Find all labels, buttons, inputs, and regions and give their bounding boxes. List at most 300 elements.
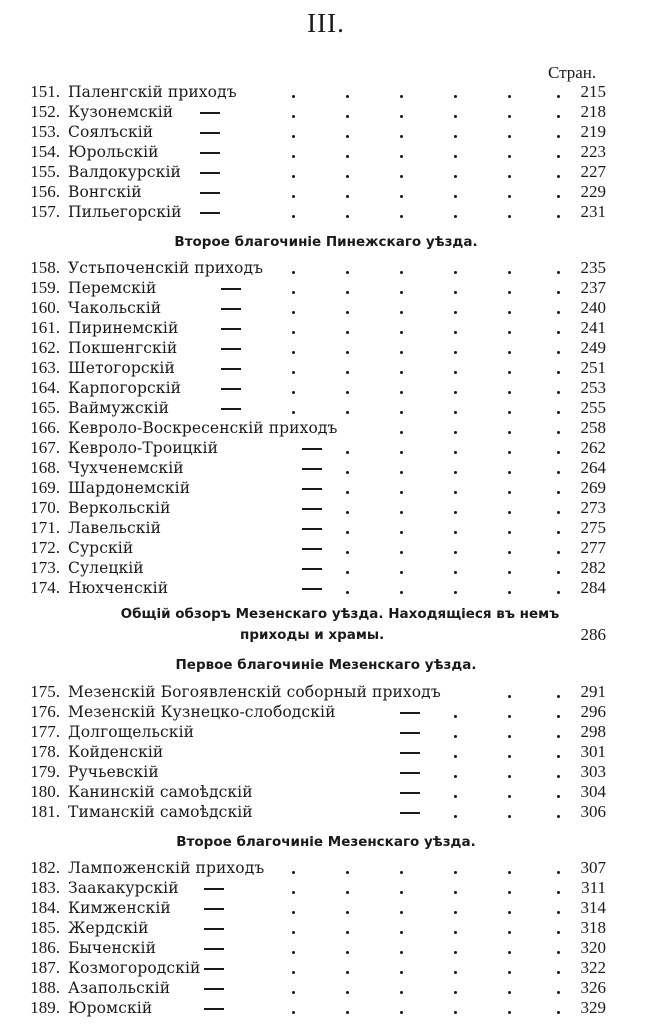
leader-dot (400, 175, 403, 178)
entry-number: 177. (30, 722, 60, 741)
toc-entry (0, 122, 652, 142)
entry-number: 170. (30, 498, 60, 517)
leader-dot (508, 695, 511, 698)
leader-dot (346, 115, 349, 118)
toc-entry (0, 82, 652, 102)
page-ref: 223 (580, 142, 606, 161)
page-ref: 284 (580, 578, 606, 597)
leader-dot (346, 551, 349, 554)
toc-entry (0, 358, 652, 378)
parish-name: Кевроло-Троицкій (68, 439, 219, 457)
entry-number: 166. (30, 418, 60, 437)
leader-dot (400, 155, 403, 158)
entry-number: 184. (30, 898, 60, 917)
leader-dot (508, 95, 511, 98)
page-ref: 320 (580, 938, 606, 957)
section-heading: Второе благочиніе Мезенскаго уѣзда. (176, 834, 476, 850)
leader-dot (292, 931, 295, 934)
leader-dot (400, 871, 403, 874)
entry-number: 169. (30, 478, 60, 497)
leader-dot (508, 271, 511, 274)
toc-entry (0, 162, 652, 182)
leader-dot (400, 571, 403, 574)
leader-dot (508, 135, 511, 138)
entry-number: 167. (30, 438, 60, 457)
leader-dot (292, 871, 295, 874)
section-heading-continued: приходы и храмы. (240, 627, 385, 643)
toc-entry (0, 318, 652, 338)
ditto-dash (204, 908, 224, 910)
leader-dot (454, 871, 457, 874)
leader-dot (454, 135, 457, 138)
entry-number: 187. (30, 958, 60, 977)
leader-dot (400, 511, 403, 514)
parish-name: Покшенгскій (68, 339, 178, 357)
leader-dot (508, 531, 511, 534)
leader-dot (292, 991, 295, 994)
entry-number: 151. (30, 82, 60, 101)
ditto-dash (221, 328, 241, 330)
leader-dot (346, 331, 349, 334)
ditto-dash (221, 368, 241, 370)
entry-number: 178. (30, 742, 60, 761)
toc-entry (0, 538, 652, 558)
entry-number: 189. (30, 998, 60, 1017)
toc-entry (0, 978, 652, 998)
ditto-dash (400, 812, 420, 814)
leader-dot (508, 215, 511, 218)
parish-name: Вонгскій (68, 183, 142, 201)
page-ref: 241 (580, 318, 606, 337)
page-ref: 291 (580, 682, 606, 701)
entry-number: 159. (30, 278, 60, 297)
ditto-dash (204, 1008, 224, 1010)
ditto-dash (221, 408, 241, 410)
entry-number: 164. (30, 378, 60, 397)
leader-dot (454, 431, 457, 434)
leader-dot (454, 451, 457, 454)
toc-entry (0, 142, 652, 162)
parish-name: Соялъскій (68, 123, 154, 141)
leader-dot (292, 971, 295, 974)
parish-name: Ваймужскій (68, 399, 170, 417)
leader-dot (508, 871, 511, 874)
leader-dot (400, 291, 403, 294)
toc-entry (0, 478, 652, 498)
leader-dot (292, 175, 295, 178)
entry-number: 175. (30, 682, 60, 701)
entry-number: 154. (30, 142, 60, 161)
leader-dot (454, 911, 457, 914)
leader-dot (400, 271, 403, 274)
leader-dot (292, 311, 295, 314)
ditto-dash (302, 468, 322, 470)
parish-name: Жердскій (68, 919, 149, 937)
page-ref: 275 (580, 518, 606, 537)
leader-dot (400, 531, 403, 534)
toc-entry (0, 418, 652, 438)
leader-dot (346, 931, 349, 934)
leader-dot (400, 331, 403, 334)
leader-dot (346, 951, 349, 954)
parish-name: Сулецкій (68, 559, 144, 577)
ditto-dash (221, 288, 241, 290)
leader-dot (346, 135, 349, 138)
ditto-dash (302, 528, 322, 530)
leader-dot (292, 95, 295, 98)
leader-dot (508, 471, 511, 474)
ditto-dash (400, 792, 420, 794)
leader-dot (454, 931, 457, 934)
toc-entry (0, 182, 652, 202)
entry-number: 183. (30, 878, 60, 897)
leader-dot (400, 971, 403, 974)
toc-entry (0, 938, 652, 958)
page-ref: 237 (580, 278, 606, 297)
page-ref: 229 (580, 182, 606, 201)
toc-entry (0, 878, 652, 898)
page-ref: 306 (580, 802, 606, 821)
leader-dot (508, 491, 511, 494)
leader-dot (346, 311, 349, 314)
leader-dot (508, 591, 511, 594)
entry-number: 163. (30, 358, 60, 377)
parish-name: Канинскій самоѣдскій (68, 783, 253, 801)
leader-dot (454, 715, 457, 718)
ditto-dash (400, 752, 420, 754)
toc-entry (0, 458, 652, 478)
leader-dot (454, 271, 457, 274)
leader-dot (454, 471, 457, 474)
page-ref: 322 (580, 958, 606, 977)
leader-dot (508, 431, 511, 434)
leader-dot (454, 815, 457, 818)
ditto-dash (400, 712, 420, 714)
leader-dot (400, 371, 403, 374)
parish-name: Ручьевскій (68, 763, 159, 781)
leader-dot (508, 411, 511, 414)
leader-dot (346, 591, 349, 594)
entry-number: 186. (30, 938, 60, 957)
leader-dot (346, 911, 349, 914)
leader-dot (346, 531, 349, 534)
leader-dot (292, 195, 295, 198)
leader-dot (454, 175, 457, 178)
leader-dot (454, 755, 457, 758)
leader-dot (454, 571, 457, 574)
toc-entry (0, 898, 652, 918)
leader-dot (400, 431, 403, 434)
leader-dot (508, 951, 511, 954)
page-ref: 264 (580, 458, 606, 477)
leader-dot (346, 571, 349, 574)
leader-dot (508, 371, 511, 374)
leader-dot (454, 531, 457, 534)
parish-name: Лампоженскій приходъ (68, 859, 265, 877)
toc-entry (0, 762, 652, 782)
entry-number: 165. (30, 398, 60, 417)
entry-number: 185. (30, 918, 60, 937)
toc-entry (0, 338, 652, 358)
leader-dot (292, 135, 295, 138)
ditto-dash (302, 508, 322, 510)
leader-dot (508, 891, 511, 894)
page-ref: 240 (580, 298, 606, 317)
entry-number: 157. (30, 202, 60, 221)
leader-dot (508, 971, 511, 974)
leader-dot (508, 155, 511, 158)
ditto-dash (302, 548, 322, 550)
leader-dot (400, 311, 403, 314)
parish-name: Мезенскій Кузнецко-слободскій (68, 703, 336, 721)
parish-name: Паленгскій приходъ (68, 83, 237, 101)
leader-dot (454, 351, 457, 354)
entry-number: 176. (30, 702, 60, 721)
parish-name: Койденскій (68, 743, 164, 761)
toc-entry (0, 398, 652, 418)
leader-dot (508, 551, 511, 554)
parish-name: Шетогорскій (68, 359, 175, 377)
parish-name: Долгощельскій (68, 723, 195, 741)
leader-dot (292, 291, 295, 294)
leader-dot (292, 351, 295, 354)
parish-name: Пиринемскій (68, 319, 179, 337)
leader-dot (400, 391, 403, 394)
parish-name: Кевроло-Воскресенскій приходъ (68, 419, 338, 437)
leader-dot (508, 911, 511, 914)
leader-dot (292, 891, 295, 894)
entry-number: 172. (30, 538, 60, 557)
ditto-dash (204, 968, 224, 970)
parish-name: Тиманскій самоѣдскій (68, 803, 253, 821)
leader-dot (292, 391, 295, 394)
entry-number: 155. (30, 162, 60, 181)
entry-number: 158. (30, 258, 60, 277)
page-ref: 298 (580, 722, 606, 741)
page-ref: 269 (580, 478, 606, 497)
entry-number: 161. (30, 318, 60, 337)
parish-name: Веркольскій (68, 499, 171, 517)
leader-dot (454, 491, 457, 494)
ditto-dash (200, 152, 220, 154)
leader-dot (508, 451, 511, 454)
page-ref: 301 (580, 742, 606, 761)
leader-dot (454, 1011, 457, 1014)
page-column-label: Стран. (548, 63, 597, 82)
ditto-dash (400, 732, 420, 734)
leader-dot (508, 175, 511, 178)
leader-dot (508, 1011, 511, 1014)
leader-dot (292, 331, 295, 334)
leader-dot (292, 215, 295, 218)
leader-dot (346, 491, 349, 494)
parish-name: Чухченемскій (68, 459, 184, 477)
leader-dot (346, 271, 349, 274)
leader-dot (454, 951, 457, 954)
ditto-dash (400, 772, 420, 774)
leader-dot (346, 891, 349, 894)
leader-dot (508, 115, 511, 118)
leader-dot (346, 471, 349, 474)
page-ref: 311 (581, 878, 606, 897)
parish-name: Азапольскій (68, 979, 171, 997)
leader-dot (400, 551, 403, 554)
leader-dot (346, 871, 349, 874)
leader-dot (454, 215, 457, 218)
page-number: III. (307, 8, 345, 38)
leader-dot (508, 511, 511, 514)
toc-entry (0, 858, 652, 878)
page-ref: 277 (580, 538, 606, 557)
ditto-dash (221, 308, 241, 310)
page-ref: 255 (580, 398, 606, 417)
leader-dot (400, 891, 403, 894)
parish-name: Козмогородскій (68, 959, 201, 977)
toc-entry (0, 802, 652, 822)
parish-name: Юрольскій (68, 143, 159, 161)
leader-dot (454, 551, 457, 554)
page-ref: 249 (580, 338, 606, 357)
toc-entry (0, 742, 652, 762)
page-ref: 318 (580, 918, 606, 937)
leader-dot (346, 991, 349, 994)
leader-dot (454, 891, 457, 894)
leader-dot (400, 351, 403, 354)
parish-name: Перемскій (68, 279, 157, 297)
ditto-dash (200, 172, 220, 174)
entry-number: 188. (30, 978, 60, 997)
ditto-dash (302, 588, 322, 590)
leader-dot (400, 471, 403, 474)
leader-dot (508, 571, 511, 574)
page-ref: 303 (580, 762, 606, 781)
leader-dot (400, 215, 403, 218)
page-ref: 296 (580, 702, 606, 721)
leader-dot (508, 795, 511, 798)
leader-dot (346, 391, 349, 394)
leader-dot (292, 911, 295, 914)
entry-number: 162. (30, 338, 60, 357)
page-ref: 235 (580, 258, 606, 277)
leader-dot (454, 195, 457, 198)
leader-dot (346, 351, 349, 354)
page-ref: 326 (580, 978, 606, 997)
leader-dot (454, 311, 457, 314)
ditto-dash (204, 988, 224, 990)
parish-name: Чакольскій (68, 299, 162, 317)
entry-number: 180. (30, 782, 60, 801)
leader-dot (508, 991, 511, 994)
toc-entry (0, 298, 652, 318)
leader-dot (454, 371, 457, 374)
leader-dot (454, 155, 457, 158)
leader-dot (454, 795, 457, 798)
leader-dot (454, 591, 457, 594)
parish-name: Мезенскій Богоявленскій соборный приходъ (68, 683, 441, 701)
toc-entry (0, 498, 652, 518)
parish-name: Пильегорскій (68, 203, 182, 221)
entry-number: 168. (30, 458, 60, 477)
leader-dot (346, 411, 349, 414)
entry-number: 160. (30, 298, 60, 317)
leader-dot (400, 591, 403, 594)
leader-dot (292, 115, 295, 118)
toc-entry (0, 958, 652, 978)
leader-dot (400, 911, 403, 914)
leader-dot (508, 715, 511, 718)
parish-name: Карпогорскій (68, 379, 182, 397)
toc-entry (0, 202, 652, 222)
ditto-dash (302, 488, 322, 490)
leader-dot (346, 451, 349, 454)
ditto-dash (200, 212, 220, 214)
leader-dot (454, 735, 457, 738)
leader-dot (508, 775, 511, 778)
leader-dot (400, 95, 403, 98)
toc-entry (0, 518, 652, 538)
toc-entry (0, 438, 652, 458)
parish-name: Шардонемскій (68, 479, 191, 497)
leader-dot (346, 371, 349, 374)
section-heading: Второе благочиніе Пинежскаго уѣзда. (174, 234, 478, 250)
page-ref: 258 (580, 418, 606, 437)
leader-dot (292, 951, 295, 954)
leader-dot (292, 371, 295, 374)
ditto-dash (221, 348, 241, 350)
page-ref: 251 (580, 358, 606, 377)
section-heading: Общій обзоръ Мезенскаго уѣзда. Находящіеся въ немъ (120, 606, 560, 622)
page-ref: 273 (580, 498, 606, 517)
page-ref: 304 (580, 782, 606, 801)
leader-dot (400, 115, 403, 118)
leader-dot (346, 155, 349, 158)
leader-dot (400, 135, 403, 138)
leader-dot (508, 291, 511, 294)
leader-dot (346, 291, 349, 294)
entry-number: 181. (30, 802, 60, 821)
parish-name: Заакакурскій (68, 879, 179, 897)
parish-name: Нюхченскій (68, 579, 169, 597)
leader-dot (508, 815, 511, 818)
parish-name: Валдокурскій (68, 163, 181, 181)
leader-dot (346, 215, 349, 218)
toc-entry (0, 782, 652, 802)
toc-entry (0, 558, 652, 578)
leader-dot (508, 931, 511, 934)
leader-dot (346, 195, 349, 198)
leader-dot (454, 991, 457, 994)
leader-dot (508, 735, 511, 738)
leader-dot (508, 391, 511, 394)
toc-entry (0, 722, 652, 742)
page-ref: 286 (580, 625, 606, 644)
leader-dot (292, 411, 295, 414)
leader-dot (400, 931, 403, 934)
ditto-dash (302, 448, 322, 450)
toc-entry (0, 258, 652, 278)
parish-name: Кимженскій (68, 899, 171, 917)
parish-name: Сурскій (68, 539, 134, 557)
page-ref: 215 (580, 82, 606, 101)
leader-dot (454, 775, 457, 778)
leader-dot (400, 195, 403, 198)
parish-name: Лавельскій (68, 519, 162, 537)
leader-dot (454, 511, 457, 514)
toc-entry (0, 378, 652, 398)
ditto-dash (204, 888, 224, 890)
ditto-dash (204, 948, 224, 950)
leader-dot (508, 311, 511, 314)
